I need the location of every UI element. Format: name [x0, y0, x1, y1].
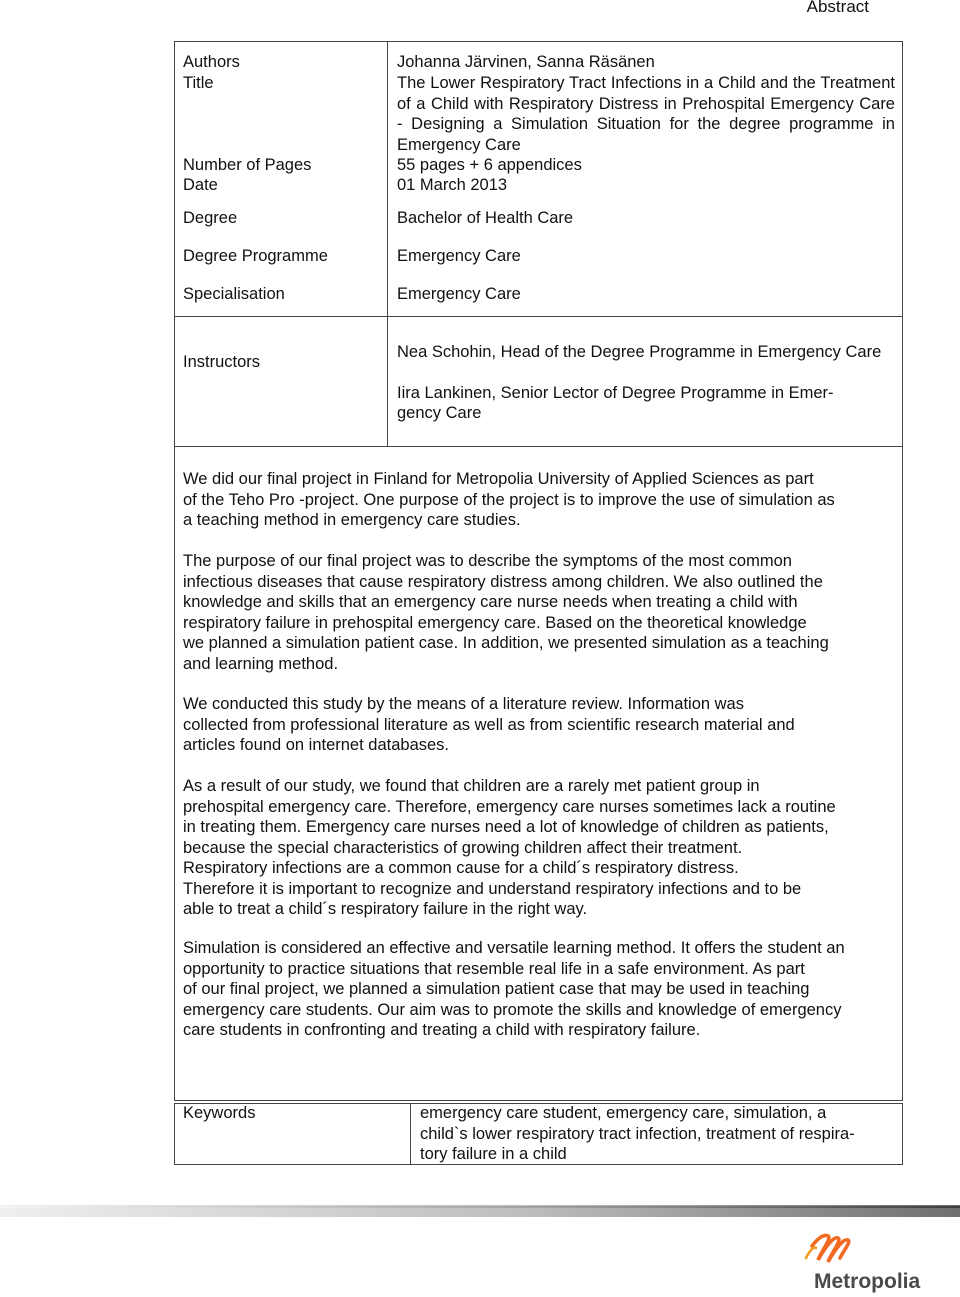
- text-line: and learning method.: [183, 654, 339, 673]
- degree-value: Bachelor of Health Care: [397, 209, 574, 227]
- degree-label: Degree: [183, 209, 238, 227]
- logo-wordmark: Metropolia: [814, 1270, 921, 1293]
- programme-label: Degree Programme: [183, 247, 328, 265]
- text-line: we planned a simulation patient case. In addition, we presented simulation as a teaching: [183, 634, 829, 652]
- text-line: As a result of our study, we found that children are a rarely met patient group in: [183, 777, 760, 795]
- text-line: prehospital emergency care. Therefore, emergency care nurses sometimes lack a routine: [183, 797, 836, 816]
- abstract-paragraph-5: [183, 938, 895, 1041]
- keywords-line-2: child`s lower respiratory tract infection, treatment of respira-: [420, 1125, 855, 1143]
- text-line: respiratory failure in prehospital emergency care. Based on the theoretical knowledge: [183, 613, 807, 632]
- text-line: infectious diseases that cause respiratory distress among children. We also outlined the: [183, 572, 823, 591]
- text-line: of our final project, we planned a simulation patient case that may be used in teaching: [183, 980, 810, 998]
- text-line: a teaching method in emergency care studies.: [183, 511, 521, 529]
- instructor-2-line-2: gency Care: [397, 404, 482, 422]
- instructor-1: Nea Schohin, Head of the Degree Programme in Emergency Care: [397, 343, 882, 361]
- text-line: emergency care students. Our aim was to promote the skills and knowledge of emergency: [183, 1000, 842, 1019]
- title-label: Title: [183, 74, 214, 92]
- text-line: The purpose of our final project was to describe the symptoms of the most common: [183, 552, 792, 570]
- keywords-line-3: tory failure in a child: [420, 1145, 567, 1163]
- text-line: Simulation is considered an effective and versatile learning method. It offers the student an: [183, 939, 845, 957]
- programme-value: Emergency Care: [397, 247, 521, 265]
- instructor-2-line-1: Iira Lankinen, Senior Lector of Degree Programme in Emer-: [397, 384, 834, 402]
- keywords-divider: [410, 1103, 411, 1165]
- page-heading: Abstract: [806, 0, 869, 16]
- text-line: Therefore it is important to recognize and understand respiratory infections and to be: [183, 879, 802, 898]
- keywords-line-1: emergency care student, emergency care, simulation, a: [420, 1104, 827, 1122]
- text-line: We conducted this study by the means of a literature review. Information was: [183, 695, 744, 713]
- text-line: Respiratory infections are a common cause for a child´s respiratory distress.: [183, 859, 739, 877]
- abstract-paragraph-4: [183, 776, 895, 920]
- authors-value: Johanna Järvinen, Sanna Räsänen: [397, 53, 655, 71]
- text-line: articles found on internet databases.: [183, 736, 450, 754]
- text-line: care students in confronting and treating a child with respiratory failure.: [183, 1021, 701, 1039]
- abstract-paragraph-3: [183, 694, 895, 756]
- column-divider-instructors: [387, 317, 388, 447]
- authors-label: Authors: [183, 53, 240, 71]
- pages-value: 55 pages + 6 appendices: [397, 156, 582, 174]
- instructors-label: Instructors: [183, 353, 261, 371]
- pages-label: Number of Pages: [183, 156, 312, 174]
- logo-mark-icon: [806, 1235, 849, 1262]
- column-divider-top: [387, 41, 388, 317]
- text-line: in treating them. Emergency care nurses need a lot of knowledge of children as patients,: [183, 818, 829, 836]
- text-line: of the Teho Pro -project. One purpose of the project is to improve the use of simulation as: [183, 490, 835, 509]
- abstract-paragraph-1: [183, 469, 895, 531]
- specialisation-label: Specialisation: [183, 285, 285, 303]
- row-divider-1: [174, 316, 903, 317]
- text-line: knowledge and skills that an emergency care nurse needs when treating a child with: [183, 593, 798, 611]
- footer-rule: [0, 1206, 960, 1208]
- title-value: The Lower Respiratory Tract Infections in a Child and the Treatment of a Child with Respiratory Distress in Prehospital Emergency Care - Designing a Simulation Situation for the degree programme in Emergency Care: [397, 74, 895, 154]
- abstract-paragraph-2: [183, 551, 895, 674]
- date-label: Date: [183, 176, 218, 194]
- row-divider-2: [174, 446, 903, 447]
- text-line: because the special characteristics of growing children affect their treatment.: [183, 838, 743, 857]
- text-line: opportunity to practice situations that resemble real life in a safe environment. As part: [183, 959, 805, 978]
- text-line: collected from professional literature as well as from scientific research material and: [183, 715, 795, 734]
- text-line: We did our final project in Finland for Metropolia University of Applied Sciences as part: [183, 470, 814, 488]
- date-value: 01 March 2013: [397, 176, 508, 194]
- text-line: able to treat a child´s respiratory failure in the right way.: [183, 900, 588, 918]
- metropolia-logo: [788, 1224, 938, 1294]
- specialisation-value: Emergency Care: [397, 285, 521, 303]
- keywords-label: Keywords: [183, 1104, 256, 1122]
